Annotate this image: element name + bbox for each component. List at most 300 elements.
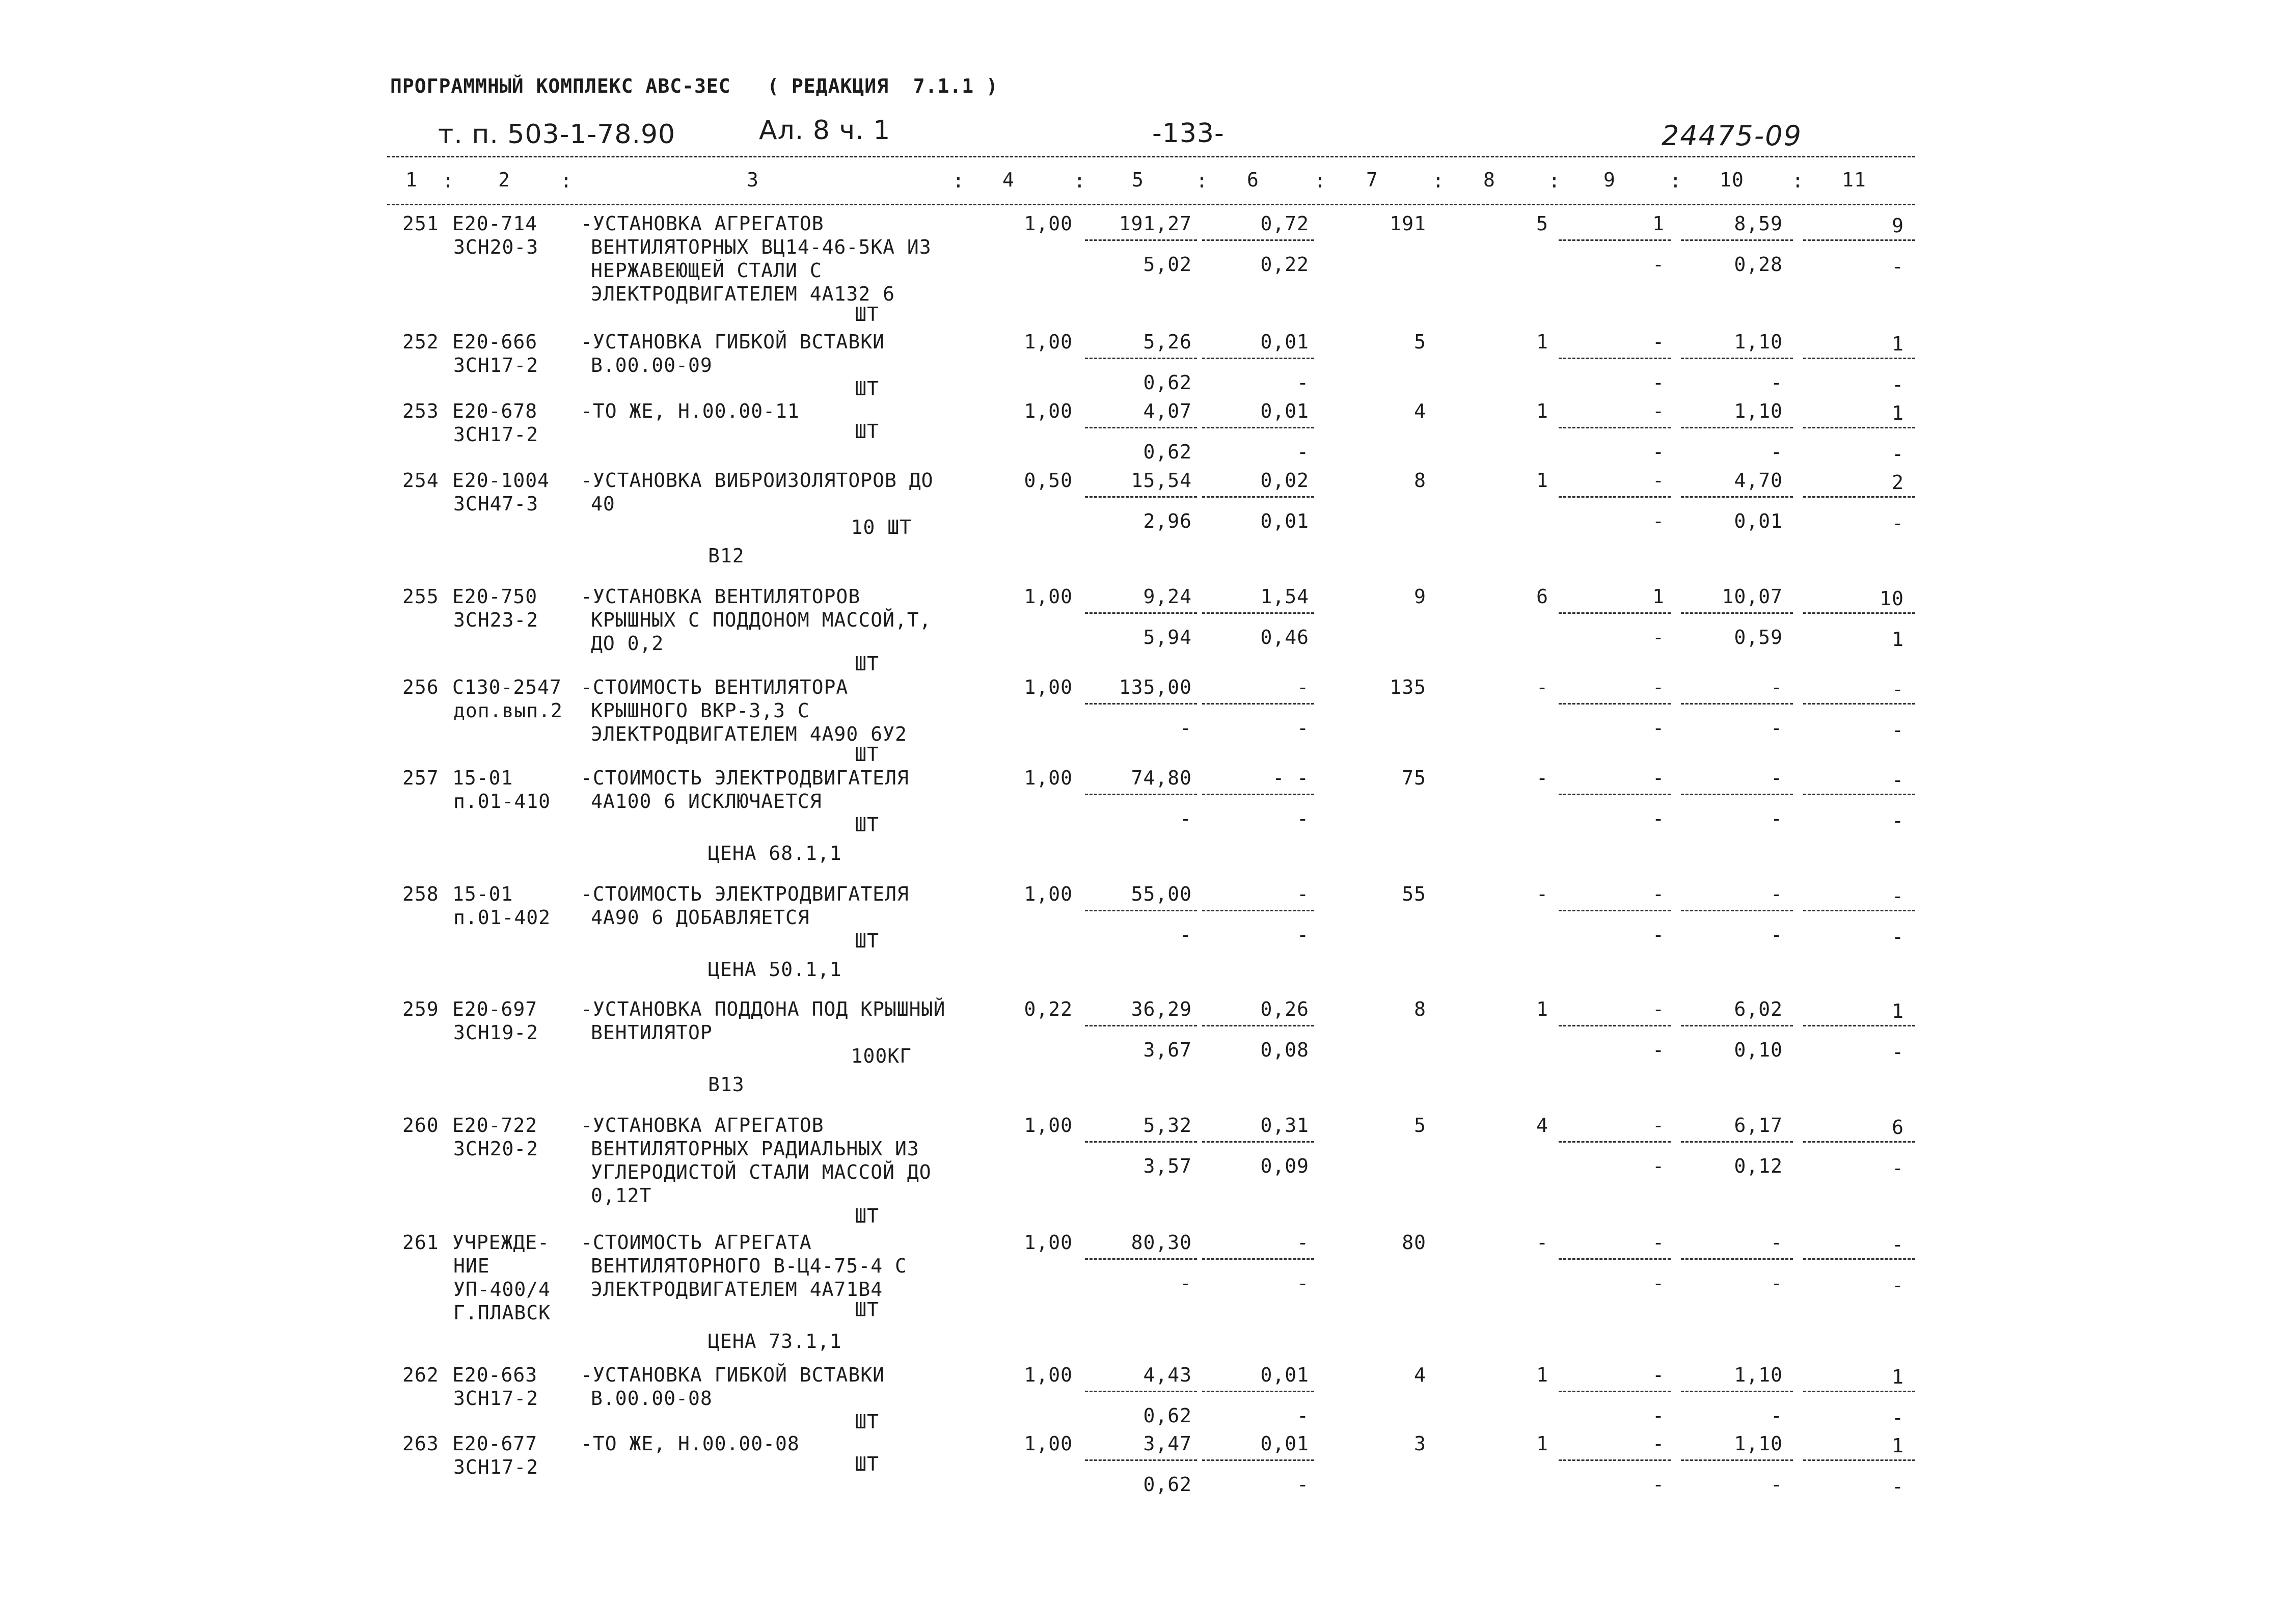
row-description: ЭЛЕКТРОДВИГАТЕЛЕМ 4А71В4 [591, 1278, 883, 1301]
row-code: п.01-402 [453, 906, 551, 929]
row-labor-second: 0,10 [1734, 1039, 1783, 1061]
column-header-7: 7 [1366, 169, 1378, 191]
row-description: -СТОИМОСТЬ ВЕНТИЛЯТОРА [581, 676, 849, 698]
subtotal-rule [1681, 703, 1793, 705]
subtotal-rule [1085, 910, 1197, 911]
row-description: -ТО ЖЕ, Н.00.00-08 [581, 1432, 800, 1455]
subtotal-rule [1803, 794, 1915, 795]
row-direct-cost: 5,26 [1143, 331, 1192, 353]
row-labor: - [1771, 767, 1783, 789]
row-code: Е20-714 [452, 212, 538, 235]
row-description: 4А100 6 ИСКЛЮЧАЕТСЯ [591, 790, 822, 813]
row-col11-second: - [1892, 255, 1904, 278]
row-direct-cost-wage: 5,02 [1143, 253, 1192, 276]
row-labor-second: - [1771, 1272, 1783, 1294]
row-col9-second: - [1652, 717, 1665, 739]
row-number: 263 [402, 1432, 439, 1455]
row-direct-cost: 80,30 [1131, 1231, 1192, 1254]
row-col9: - [1652, 676, 1665, 698]
row-total-cost: 3 [1414, 1432, 1426, 1455]
row-description: ЭЛЕКТРОДВИГАТЕЛЕМ 4А90 6У2 [591, 723, 907, 745]
row-wage: - [1536, 676, 1548, 698]
row-quantity: 1,00 [1024, 585, 1073, 608]
subtotal-rule [1559, 496, 1671, 498]
row-quantity: 1,00 [1024, 767, 1073, 789]
row-col9-second: - [1652, 626, 1665, 648]
row-quantity: 1,00 [1024, 1231, 1073, 1254]
row-direct-cost: 55,00 [1131, 883, 1192, 905]
row-unit: ШТ [855, 420, 879, 443]
row-col11: 1 [1892, 1000, 1904, 1022]
row-quantity: 1,00 [1024, 883, 1073, 905]
subtotal-rule [1085, 239, 1197, 241]
row-col9-second: - [1652, 924, 1665, 946]
row-col9: - [1652, 1364, 1665, 1386]
column-header-3: 3 [747, 169, 759, 191]
row-code: Е20-678 [452, 400, 538, 422]
row-labor: - [1771, 1231, 1783, 1254]
row-code: Е20-666 [452, 331, 538, 353]
subtotal-rule [1681, 910, 1793, 911]
row-total-cost: 135 [1390, 676, 1426, 698]
row-description: -ТО ЖЕ, Н.00.00-11 [581, 400, 800, 422]
row-unit: ШТ [855, 1453, 879, 1475]
sheet-code: 24475-09 [1662, 120, 1802, 152]
row-wage: 1 [1536, 469, 1548, 492]
row-code: Е20-697 [452, 998, 538, 1020]
row-wage: 4 [1536, 1114, 1548, 1136]
subtotal-rule [1681, 1391, 1793, 1392]
row-note: В13 [708, 1073, 745, 1096]
row-machine-cost-wage: 0,08 [1260, 1039, 1309, 1061]
row-labor: 1,10 [1734, 331, 1783, 353]
row-wage: 5 [1536, 212, 1548, 235]
row-description: КРЫШНОГО ВКР-3,3 С [591, 699, 810, 722]
row-machine-cost-wage: 0,09 [1260, 1155, 1309, 1177]
subtotal-rule [1803, 1258, 1915, 1260]
row-total-cost: 4 [1414, 400, 1426, 422]
subtotal-rule [1803, 358, 1915, 359]
row-labor: 1,10 [1734, 1364, 1783, 1386]
row-labor-second: - [1771, 371, 1783, 394]
row-direct-cost: 36,29 [1131, 998, 1192, 1020]
row-col9-second: - [1652, 1272, 1665, 1294]
subtotal-rule [1681, 612, 1793, 614]
row-direct-cost-wage: 0,62 [1143, 1473, 1192, 1496]
row-direct-cost-wage: 3,57 [1143, 1155, 1192, 1177]
row-direct-cost-wage: - [1180, 924, 1192, 946]
row-code: 3СН17-2 [453, 1387, 539, 1410]
row-total-cost: 9 [1414, 585, 1426, 608]
row-description: ВЕНТИЛЯТОРНЫХ ВЦ14-46-5КА ИЗ [591, 236, 932, 258]
row-wage: - [1536, 767, 1548, 789]
row-machine-cost: - [1297, 1231, 1309, 1254]
row-col11-second: - [1892, 1274, 1904, 1296]
column-header-5: 5 [1132, 169, 1144, 191]
row-code: 15-01 [452, 767, 513, 789]
subtotal-rule [1202, 239, 1314, 241]
subtotal-rule [1559, 794, 1671, 795]
row-code: 15-01 [452, 883, 513, 905]
row-labor: 6,02 [1734, 998, 1783, 1020]
row-col9: - [1652, 1114, 1665, 1136]
row-machine-cost: - - [1272, 767, 1309, 789]
row-col9-second: - [1652, 1039, 1665, 1061]
row-col11-second: 1 [1892, 628, 1904, 651]
row-col11: 1 [1892, 402, 1904, 424]
row-col9: - [1652, 767, 1665, 789]
row-machine-cost: 1,54 [1260, 585, 1309, 608]
row-col11: - [1892, 885, 1904, 907]
row-direct-cost-wage: - [1180, 717, 1192, 739]
row-unit: ШТ [855, 1205, 879, 1227]
subtotal-rule [1803, 1025, 1915, 1026]
row-direct-cost: 135,00 [1119, 676, 1192, 698]
row-unit: 10 ШТ [851, 516, 912, 538]
row-direct-cost: 4,07 [1143, 400, 1192, 422]
row-col11-second: - [1892, 926, 1904, 948]
row-unit: ШТ [855, 303, 879, 326]
row-description: УГЛЕРОДИСТОЙ СТАЛИ МАССОЙ ДО [591, 1161, 932, 1183]
album-reference: Ал. 8 ч. 1 [759, 115, 891, 146]
row-description: В.00.00-09 [591, 354, 713, 376]
column-header-2: 2 [498, 169, 510, 191]
subtotal-rule [1085, 1459, 1197, 1461]
subtotal-rule [1202, 1391, 1314, 1392]
row-col11: - [1892, 678, 1904, 700]
row-wage: - [1536, 1231, 1548, 1254]
row-col11-second: - [1892, 512, 1904, 534]
subtotal-rule [1803, 427, 1915, 428]
row-labor: 10,07 [1722, 585, 1783, 608]
subtotal-rule [1803, 496, 1915, 498]
subtotal-rule [1559, 427, 1671, 428]
subtotal-rule [1085, 496, 1197, 498]
row-direct-cost-wage: - [1180, 807, 1192, 830]
column-header-1: 1 [405, 169, 418, 191]
row-description: -УСТАНОВКА ПОДДОНА ПОД КРЫШНЫЙ [581, 998, 946, 1020]
column-header-6: 6 [1247, 169, 1259, 191]
subtotal-rule [1559, 1141, 1671, 1143]
row-code: 3СН17-2 [453, 354, 539, 376]
subtotal-rule [1681, 794, 1793, 795]
row-machine-cost: 0,01 [1260, 1432, 1309, 1455]
row-number: 261 [402, 1231, 439, 1254]
row-machine-cost: 0,26 [1260, 998, 1309, 1020]
subtotal-rule [1681, 239, 1793, 241]
row-description: -УСТАНОВКА ВИБРОИЗОЛЯТОРОВ ДО [581, 469, 934, 492]
column-separator: : [953, 170, 965, 192]
subtotal-rule [1085, 1141, 1197, 1143]
row-unit: ШТ [855, 743, 879, 766]
subtotal-rule [1559, 1459, 1671, 1461]
row-code: Е20-722 [452, 1114, 538, 1136]
row-wage: 1 [1536, 331, 1548, 353]
row-description: 4А90 6 ДОБАВЛЯЕТСЯ [591, 906, 810, 929]
subtotal-rule [1681, 1459, 1793, 1461]
row-col11: 2 [1892, 471, 1904, 494]
subtotal-rule [1681, 1025, 1793, 1026]
row-col11-second: - [1892, 1157, 1904, 1179]
row-col9: - [1652, 1432, 1665, 1455]
row-total-cost: 80 [1402, 1231, 1426, 1254]
subtotal-rule [1202, 358, 1314, 359]
subtotal-rule [1085, 1258, 1197, 1260]
column-separator: : [442, 170, 454, 192]
row-col11: - [1892, 769, 1904, 791]
row-number: 259 [402, 998, 439, 1020]
row-description: ВЕНТИЛЯТОР [591, 1021, 713, 1044]
column-separator: : [1548, 170, 1561, 192]
row-direct-cost-wage: 3,67 [1143, 1039, 1192, 1061]
program-title: ПРОГРАММНЫЙ КОМПЛЕКС АВС-3ЕС ( РЕДАКЦИЯ 7.1.1 ) [390, 75, 998, 97]
row-description: ДО 0,2 [591, 632, 664, 655]
row-machine-cost-wage: 0,46 [1260, 626, 1309, 648]
subtotal-rule [1559, 703, 1671, 705]
subtotal-rule [1202, 1141, 1314, 1143]
column-separator: : [1792, 170, 1804, 192]
row-col11-second: - [1892, 373, 1904, 396]
row-col9-second: - [1652, 807, 1665, 830]
row-machine-cost-wage: - [1297, 924, 1309, 946]
row-description: -УСТАНОВКА ГИБКОЙ ВСТАВКИ [581, 1364, 885, 1386]
row-labor: - [1771, 676, 1783, 698]
row-col11-second: - [1892, 1041, 1904, 1063]
subtotal-rule [1681, 427, 1793, 428]
subtotal-rule [1202, 496, 1314, 498]
row-labor-second: 0,12 [1734, 1155, 1783, 1177]
row-unit: ШТ [855, 930, 879, 952]
row-col11-second: - [1892, 719, 1904, 741]
subtotal-rule [1559, 1258, 1671, 1260]
row-col9: 1 [1652, 585, 1665, 608]
subtotal-rule [1803, 1459, 1915, 1461]
subtotal-rule [1559, 358, 1671, 359]
row-labor: - [1771, 883, 1783, 905]
row-col11-second: - [1892, 443, 1904, 465]
header-rule-top [387, 156, 1915, 157]
column-separator: : [1196, 170, 1208, 192]
subtotal-rule [1085, 427, 1197, 428]
row-col11: 10 [1880, 587, 1904, 610]
row-code: НИЕ [453, 1255, 490, 1277]
column-header-11: 11 [1842, 169, 1866, 191]
subtotal-rule [1803, 239, 1915, 241]
row-col9-second: - [1652, 253, 1665, 276]
subtotal-rule [1202, 910, 1314, 911]
subtotal-rule [1202, 1025, 1314, 1026]
row-code: Е20-1004 [452, 469, 550, 492]
row-labor-second: - [1771, 717, 1783, 739]
row-description: 40 [591, 493, 615, 515]
row-direct-cost-wage: 0,62 [1143, 371, 1192, 394]
subtotal-rule [1803, 612, 1915, 614]
row-machine-cost-wage: - [1297, 371, 1309, 394]
row-total-cost: 4 [1414, 1364, 1426, 1386]
subtotal-rule [1085, 794, 1197, 795]
subtotal-rule [1202, 1258, 1314, 1260]
subtotal-rule [1085, 1025, 1197, 1026]
row-machine-cost: - [1297, 676, 1309, 698]
row-machine-cost: 0,01 [1260, 1364, 1309, 1386]
row-direct-cost: 9,24 [1143, 585, 1192, 608]
row-code: Г.ПЛАВСК [453, 1302, 551, 1324]
row-code: доп.вып.2 [453, 699, 563, 722]
row-total-cost: 191 [1390, 212, 1426, 235]
row-quantity: 1,00 [1024, 331, 1073, 353]
row-labor: 1,10 [1734, 400, 1783, 422]
row-number: 257 [402, 767, 439, 789]
row-direct-cost: 5,32 [1143, 1114, 1192, 1136]
column-header-4: 4 [1002, 169, 1015, 191]
row-total-cost: 8 [1414, 469, 1426, 492]
subtotal-rule [1559, 612, 1671, 614]
row-code: Е20-663 [452, 1364, 538, 1386]
column-header-8: 8 [1483, 169, 1495, 191]
row-direct-cost: 74,80 [1131, 767, 1192, 789]
row-labor-second: 0,28 [1734, 253, 1783, 276]
row-col9-second: - [1652, 1473, 1665, 1496]
row-code: УЧРЕЖДЕ- [452, 1231, 550, 1254]
row-direct-cost: 15,54 [1131, 469, 1192, 492]
row-description: -СТОИМОСТЬ ЭЛЕКТРОДВИГАТЕЛЯ [581, 883, 909, 905]
column-separator: : [1432, 170, 1445, 192]
subtotal-rule [1559, 910, 1671, 911]
row-labor-second: 0,59 [1734, 626, 1783, 648]
subtotal-rule [1559, 1025, 1671, 1026]
row-col9: 1 [1652, 212, 1665, 235]
row-machine-cost-wage: - [1297, 441, 1309, 463]
row-labor-second: - [1771, 807, 1783, 830]
row-machine-cost-wage: 0,01 [1260, 510, 1309, 532]
row-total-cost: 8 [1414, 998, 1426, 1020]
doc-reference: т. п. 503-1-78.90 [438, 119, 676, 150]
column-separator: : [1670, 170, 1682, 192]
row-number: 251 [402, 212, 439, 235]
row-labor: 1,10 [1734, 1432, 1783, 1455]
row-description: НЕРЖАВЕЮЩЕЙ СТАЛИ С [591, 259, 822, 282]
row-unit: ШТ [855, 377, 879, 400]
row-description: -УСТАНОВКА АГРЕГАТОВ [581, 1114, 824, 1136]
row-description: В.00.00-08 [591, 1387, 713, 1410]
row-total-cost: 5 [1414, 331, 1426, 353]
row-unit: 100КГ [851, 1045, 912, 1067]
row-col9-second: - [1652, 510, 1665, 532]
column-header-10: 10 [1720, 169, 1744, 191]
row-code: 3СН20-2 [453, 1138, 539, 1160]
row-note: ЦЕНА 50.1,1 [708, 958, 842, 981]
row-col11: 1 [1892, 1434, 1904, 1457]
row-description: ЭЛЕКТРОДВИГАТЕЛЕМ 4А132 6 [591, 283, 895, 305]
subtotal-rule [1202, 703, 1314, 705]
row-col9: - [1652, 998, 1665, 1020]
row-labor-second: - [1771, 924, 1783, 946]
row-code: 3СН47-3 [453, 493, 539, 515]
row-machine-cost: 0,02 [1260, 469, 1309, 492]
row-col11-second: - [1892, 1406, 1904, 1429]
row-total-cost: 75 [1402, 767, 1426, 789]
subtotal-rule [1559, 239, 1671, 241]
row-note: ЦЕНА 68.1,1 [708, 842, 842, 864]
subtotal-rule [1681, 358, 1793, 359]
row-code: С130-2547 [452, 676, 562, 698]
row-direct-cost-wage: 0,62 [1143, 441, 1192, 463]
row-labor: 8,59 [1734, 212, 1783, 235]
column-separator: : [1314, 170, 1326, 192]
row-description: -УСТАНОВКА АГРЕГАТОВ [581, 212, 824, 235]
row-total-cost: 55 [1402, 883, 1426, 905]
row-unit: ШТ [855, 653, 879, 675]
subtotal-rule [1803, 1141, 1915, 1143]
row-wage: 1 [1536, 400, 1548, 422]
subtotal-rule [1803, 910, 1915, 911]
subtotal-rule [1202, 612, 1314, 614]
row-labor-second: - [1771, 441, 1783, 463]
row-note: В12 [708, 545, 745, 567]
row-direct-cost: 191,27 [1119, 212, 1192, 235]
row-note: ЦЕНА 73.1,1 [708, 1330, 842, 1352]
row-number: 252 [402, 331, 439, 353]
row-description: КРЫШНЫХ С ПОДДОНОМ МАССОЙ,Т, [591, 609, 932, 631]
row-col11: - [1892, 1233, 1904, 1256]
row-machine-cost-wage: 0,22 [1260, 253, 1309, 276]
row-code: Е20-750 [452, 585, 538, 608]
subtotal-rule [1085, 1391, 1197, 1392]
row-machine-cost: 0,31 [1260, 1114, 1309, 1136]
row-wage: 6 [1536, 585, 1548, 608]
row-code: 3СН23-2 [453, 609, 539, 631]
row-unit: ШТ [855, 1411, 879, 1433]
row-code: 3СН17-2 [453, 1456, 539, 1478]
row-number: 254 [402, 469, 439, 492]
row-col11-second: - [1892, 1475, 1904, 1498]
row-labor-second: - [1771, 1473, 1783, 1496]
row-code: 3СН17-2 [453, 423, 539, 446]
row-description: -УСТАНОВКА ВЕНТИЛЯТОРОВ [581, 585, 861, 608]
subtotal-rule [1803, 1391, 1915, 1392]
row-labor-second: - [1771, 1404, 1783, 1427]
row-machine-cost: 0,01 [1260, 400, 1309, 422]
row-col9: - [1652, 883, 1665, 905]
row-code: п.01-410 [453, 790, 551, 813]
row-wage: 1 [1536, 1432, 1548, 1455]
row-labor-second: 0,01 [1734, 510, 1783, 532]
row-number: 256 [402, 676, 439, 698]
subtotal-rule [1202, 427, 1314, 428]
row-description: ВЕНТИЛЯТОРНЫХ РАДИАЛЬНЫХ ИЗ [591, 1138, 919, 1160]
row-code: 3СН20-3 [453, 236, 539, 258]
row-quantity: 1,00 [1024, 400, 1073, 422]
header-rule-bottom [387, 204, 1915, 205]
row-labor: 4,70 [1734, 469, 1783, 492]
subtotal-rule [1803, 703, 1915, 705]
row-number: 260 [402, 1114, 439, 1136]
row-quantity: 1,00 [1024, 212, 1073, 235]
row-col11-second: - [1892, 809, 1904, 832]
row-col9: - [1652, 1231, 1665, 1254]
row-machine-cost: 0,72 [1260, 212, 1309, 235]
row-col11: 9 [1892, 214, 1904, 237]
row-code: УП-400/4 [453, 1278, 551, 1301]
row-wage: 1 [1536, 998, 1548, 1020]
row-col9-second: - [1652, 371, 1665, 394]
subtotal-rule [1085, 358, 1197, 359]
row-total-cost: 5 [1414, 1114, 1426, 1136]
row-machine-cost-wage: - [1297, 717, 1309, 739]
row-col11: 1 [1892, 1366, 1904, 1388]
subtotal-rule [1681, 1141, 1793, 1143]
row-code: Е20-677 [452, 1432, 538, 1455]
